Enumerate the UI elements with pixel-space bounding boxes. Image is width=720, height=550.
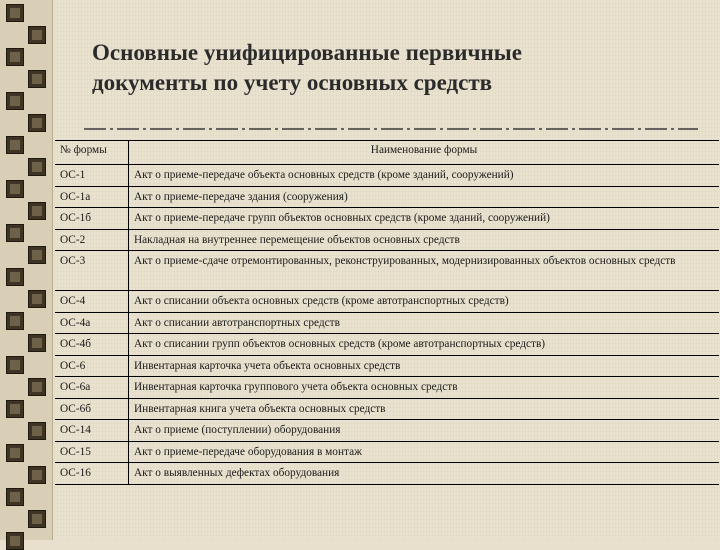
table-row xyxy=(55,229,719,251)
form-code: ОС-14 xyxy=(55,420,129,442)
table-row xyxy=(55,291,719,313)
form-code: ОС-4а xyxy=(55,312,129,334)
form-code: ОС-4б xyxy=(55,334,129,356)
decorative-square xyxy=(6,224,24,242)
decorative-square xyxy=(28,70,46,88)
decorative-square xyxy=(28,290,46,308)
square-column-left xyxy=(6,0,26,540)
decorative-square xyxy=(28,246,46,264)
decorative-square xyxy=(28,466,46,484)
table-row xyxy=(55,312,719,334)
form-code: ОС-3 xyxy=(55,251,129,291)
decorative-square xyxy=(28,510,46,528)
form-name: Инвентарная карточка учета объекта основных средств xyxy=(129,355,720,377)
form-name: Акт о приеме (поступлении) оборудования xyxy=(129,420,720,442)
slide-title xyxy=(92,38,692,98)
column-header-number: № формы xyxy=(55,141,129,165)
decorative-square xyxy=(6,532,24,550)
form-code: ОС-6б xyxy=(55,398,129,420)
form-name: Акт о выявленных дефектах оборудования xyxy=(129,463,720,485)
decorative-square xyxy=(6,4,24,22)
form-name: Акт о приеме-передаче здания (сооружения) xyxy=(129,186,720,208)
form-code: ОС-1б xyxy=(55,208,129,230)
title-line-1: Основные унифицированные первичные xyxy=(92,40,522,65)
title-line-2: документы по учету основных средств xyxy=(92,70,493,95)
table-row xyxy=(55,165,719,187)
table-row xyxy=(55,208,719,230)
form-code: ОС-6а xyxy=(55,377,129,399)
decorative-square xyxy=(28,26,46,44)
decorative-square xyxy=(28,158,46,176)
table-row xyxy=(55,420,719,442)
decorative-square xyxy=(6,356,24,374)
form-name: Инвентарная книга учета объекта основных средств xyxy=(129,398,720,420)
decorative-square xyxy=(6,488,24,506)
decorative-square xyxy=(6,400,24,418)
forms-table-container xyxy=(55,140,719,485)
decorative-square xyxy=(6,136,24,154)
form-name: Акт о списании групп объектов основных средств (кроме автотранспортных средств) xyxy=(129,334,720,356)
form-name: Акт о списании объекта основных средств (кроме автотранспортных средств) xyxy=(129,291,720,313)
form-name: Акт о приеме-передаче оборудования в монтаж xyxy=(129,441,720,463)
table-header-row xyxy=(55,141,719,165)
decorative-square xyxy=(6,268,24,286)
form-name: Акт о приеме-передаче групп объектов основных средств (кроме зданий, сооружений) xyxy=(129,208,720,230)
decorative-square xyxy=(28,114,46,132)
square-column-right xyxy=(28,0,48,540)
decorative-square xyxy=(6,48,24,66)
table-row xyxy=(55,398,719,420)
table-row xyxy=(55,441,719,463)
decorative-square xyxy=(6,92,24,110)
form-code: ОС-1 xyxy=(55,165,129,187)
table-row xyxy=(55,186,719,208)
decorative-dash-dot-line xyxy=(84,125,698,133)
form-name: Акт о списании автотранспортных средств xyxy=(129,312,720,334)
decorative-square xyxy=(6,312,24,330)
forms-table xyxy=(55,140,719,485)
decorative-square xyxy=(6,444,24,462)
decorative-square xyxy=(28,334,46,352)
table-row xyxy=(55,251,719,291)
decorative-square xyxy=(28,422,46,440)
form-name: Акт о приеме-сдаче отремонтированных, реконструированных, модернизированных объектов основных средств xyxy=(129,251,720,291)
decorative-left-border xyxy=(0,0,53,540)
form-code: ОС-2 xyxy=(55,229,129,251)
table-row xyxy=(55,463,719,485)
form-name: Инвентарная карточка группового учета объекта основных средств xyxy=(129,377,720,399)
form-code: ОС-16 xyxy=(55,463,129,485)
table-row xyxy=(55,334,719,356)
table-row xyxy=(55,377,719,399)
table-row xyxy=(55,355,719,377)
decorative-square xyxy=(6,180,24,198)
form-code: ОС-4 xyxy=(55,291,129,313)
form-name: Накладная на внутреннее перемещение объектов основных средств xyxy=(129,229,720,251)
form-code: ОС-1а xyxy=(55,186,129,208)
column-header-name: Наименование формы xyxy=(129,141,720,165)
decorative-square xyxy=(28,378,46,396)
form-code: ОС-6 xyxy=(55,355,129,377)
form-name: Акт о приеме-передаче объекта основных средств (кроме зданий, сооружений) xyxy=(129,165,720,187)
form-code: ОС-15 xyxy=(55,441,129,463)
decorative-square xyxy=(28,202,46,220)
